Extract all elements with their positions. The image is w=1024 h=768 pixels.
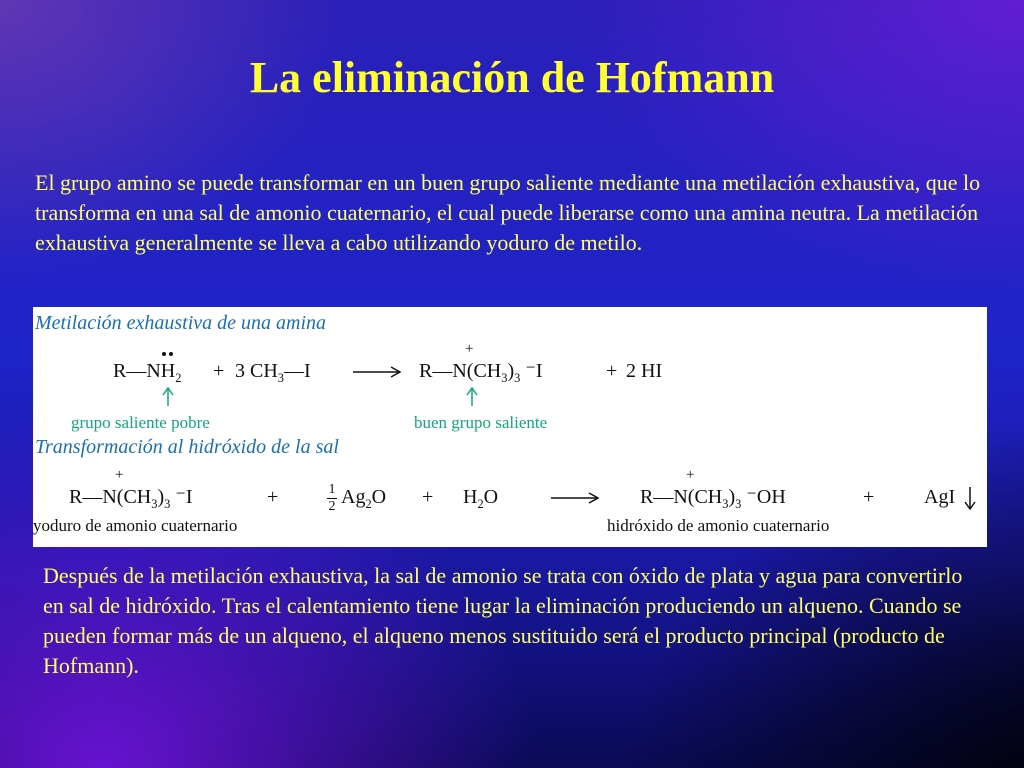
eq2-silver-oxide: $Ag_2O$ xyxy=(341,486,387,511)
up-arrow-icon xyxy=(161,387,175,407)
eq1-methyl-iodide: 3 $CH_3—I$ xyxy=(235,360,311,385)
precipitate-down-arrow-icon xyxy=(963,485,977,511)
reaction-figure xyxy=(33,307,987,547)
eq2-plus-2: + xyxy=(422,486,434,508)
eq2-plus-1: + xyxy=(267,486,279,508)
eq1-amine: $R—NH_2$ xyxy=(113,360,182,385)
eq2-water: $H_2O$ xyxy=(463,486,499,511)
lone-pair-dots xyxy=(161,351,175,357)
label-quaternary-iodide: yoduro de amonio cuaternario xyxy=(33,516,238,535)
eq2-silver-iodide: AgI xyxy=(924,486,956,508)
figure-heading-methylation: Metilación exhaustiva de una amina xyxy=(35,312,327,334)
eq1-positive-charge: + xyxy=(465,341,474,357)
eq2-positive-charge: + xyxy=(115,467,124,483)
eq1-plus-2: + xyxy=(606,360,618,382)
eq2-plus-3: + xyxy=(863,486,875,508)
eq1-plus: + xyxy=(213,360,225,382)
eq2-half-fraction: 1 2 xyxy=(328,482,336,514)
label-poor-leaving-group: grupo saliente pobre xyxy=(71,413,210,432)
eq1-hydrogen-iodide: 2 HI xyxy=(626,360,663,382)
eq2-ammonium-iodide: $R—N(CH_3)_3$ ⁻I xyxy=(69,486,193,511)
eq1-ammonium-salt: $R—N(CH_3)_3$ ⁻I xyxy=(419,360,543,385)
intro-paragraph: El grupo amino se puede transformar en un buen grupo saliente mediante una metilación exhaustiva, que lo transforma en una sal de amonio cuaternario, el cual puede liberarse como una amina neutra. La metilación exhaustiva generalmente se lleva a cabo utilizando yoduro de metilo. xyxy=(35,170,981,255)
slide-title: La eliminación de Hofmann xyxy=(249,53,775,102)
label-quaternary-hydroxide: hidróxido de amonio cuaternario xyxy=(607,516,830,535)
eq2-reaction-arrow xyxy=(549,491,601,505)
label-good-leaving-group: buen grupo saliente xyxy=(414,413,548,432)
conclusion-paragraph: Después de la metilación exhaustiva, la sal de amonio se trata con óxido de plata y agua para convertirlo en sal de hidróxido. Tras el calentamiento tiene lugar la eliminación produciendo un alqueno. Cuando se pueden formar más de un alqueno, el alqueno menos sustituido será el producto principal (producto de Hofmann). xyxy=(43,563,963,678)
figure-heading-hydroxide: Transformación al hidróxido de la sal xyxy=(35,436,339,458)
up-arrow-icon xyxy=(465,387,479,407)
eq2-positive-charge-2: + xyxy=(686,467,695,483)
eq1-reaction-arrow xyxy=(351,365,403,379)
eq2-ammonium-hydroxide: $R—N(CH_3)_3$ ⁻OH xyxy=(640,486,786,511)
